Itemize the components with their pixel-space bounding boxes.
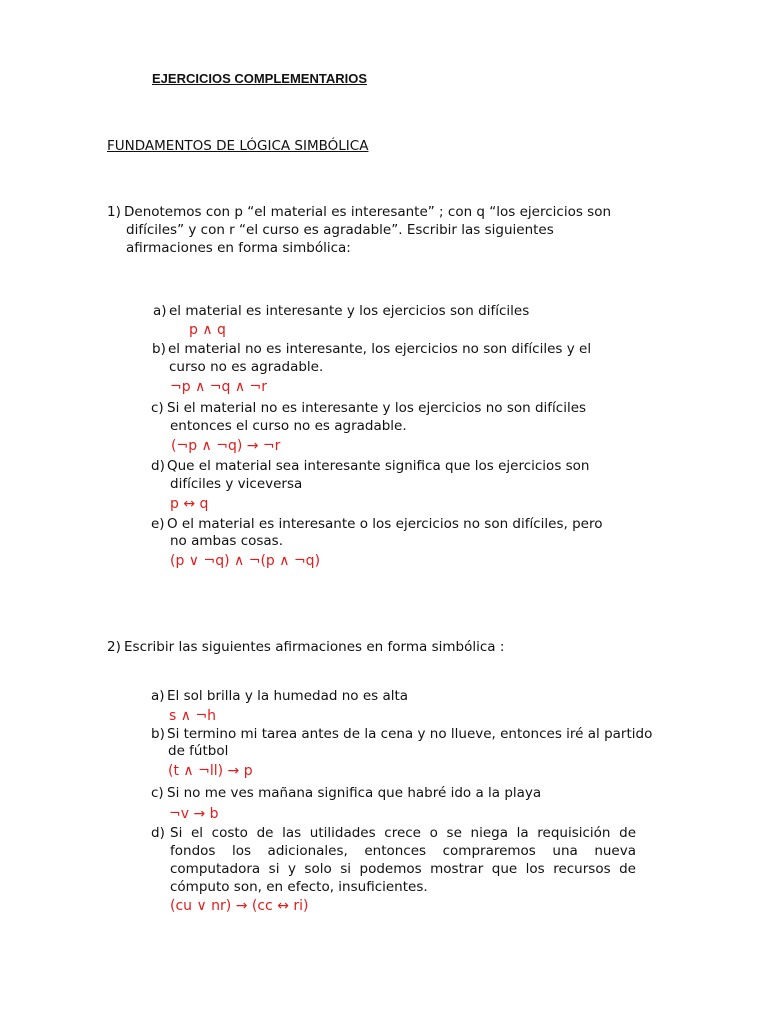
q2-item-d-line-1: Si el costo de las utilidades crece o se niega la requisición de	[170, 825, 636, 841]
q2-item-b-label: b)	[151, 726, 165, 742]
q2-item-b-answer: (t ∧ ¬ll) → p	[168, 763, 253, 779]
question-2-line-1: Escribir las siguientes afirmaciones en forma simbólica :	[124, 639, 505, 655]
q2-item-d-line-4: cómputo son, en efecto, insuficientes.	[170, 879, 428, 895]
q2-item-c-answer: ¬v → b	[169, 806, 219, 822]
q2-item-d-paragraph	[170, 824, 636, 896]
q1-item-e-line-2: no ambas cosas.	[170, 533, 284, 549]
q1-item-c-line-2: entonces el curso no es agradable.	[170, 418, 407, 434]
q1-item-b-line-1: el material no es interesante, los ejercicios no son difíciles y el	[168, 341, 592, 357]
q2-item-a-label: a)	[151, 688, 165, 704]
q1-item-b-label: b)	[152, 341, 166, 357]
q1-item-b-line-2: curso no es agradable.	[169, 359, 324, 375]
q2-item-d-line-2: fondos los adicionales, entonces compraremos una nueva	[170, 843, 636, 859]
q2-item-b-line-1: Si termino mi tarea antes de la cena y no llueve, entonces iré al partido	[167, 726, 653, 742]
q2-item-a-answer: s ∧ ¬h	[169, 708, 217, 724]
q1-item-e-line-1: O el material es interesante o los ejercicios no son difíciles, pero	[167, 516, 603, 532]
q2-item-d-line-3: computadora si y solo si podemos mostrar que los recursos de	[170, 861, 636, 877]
q1-item-d-line-2: difíciles y viceversa	[170, 476, 303, 492]
section-title: FUNDAMENTOS DE LÓGICA SIMBÓLICA	[107, 138, 369, 154]
q1-item-c-label: c)	[151, 400, 164, 416]
q1-item-e-answer: (p ∨ ¬q) ∧ ¬(p ∧ ¬q)	[170, 553, 321, 569]
q1-item-a-label: a)	[153, 303, 167, 319]
q2-item-a-text: El sol brilla y la humedad no es alta	[167, 688, 409, 704]
q2-item-c-text: Si no me ves mañana significa que habré ido a la playa	[167, 785, 542, 801]
question-1-number: 1)	[107, 204, 121, 220]
q1-item-e-label: e)	[151, 516, 165, 532]
q1-item-a-text: el material es interesante y los ejercicios son difíciles	[169, 303, 530, 319]
document-title: EJERCICIOS COMPLEMENTARIOS	[152, 71, 368, 86]
question-1-line-3: afirmaciones en forma simbólica:	[126, 240, 351, 256]
q1-item-a-answer: p ∧ q	[189, 322, 226, 338]
q1-item-b-answer: ¬p ∧ ¬q ∧ ¬r	[170, 379, 268, 395]
q1-item-d-line-1: Que el material sea interesante significa que los ejercicios son	[167, 458, 590, 474]
q1-item-c-answer: (¬p ∧ ¬q) → ¬r	[171, 438, 281, 454]
q1-item-c-line-1: Si el material no es interesante y los ejercicios no son difíciles	[167, 400, 587, 416]
q2-item-d-answer: (cu ∨ nr) → (cc ↔ ri)	[170, 898, 309, 914]
q2-item-d-label: d)	[151, 825, 165, 841]
question-1-line-1: Denotemos con p “el material es interesante” ; con q “los ejercicios son	[124, 204, 612, 220]
question-1-line-2: difíciles” y con r “el curso es agradable”. Escribir las siguientes	[126, 222, 554, 238]
q1-item-d-label: d)	[151, 458, 165, 474]
question-2-number: 2)	[107, 639, 121, 655]
q2-item-c-label: c)	[151, 785, 164, 801]
q1-item-d-answer: p ↔ q	[170, 496, 209, 512]
q2-item-b-line-2: de fútbol	[168, 743, 229, 759]
